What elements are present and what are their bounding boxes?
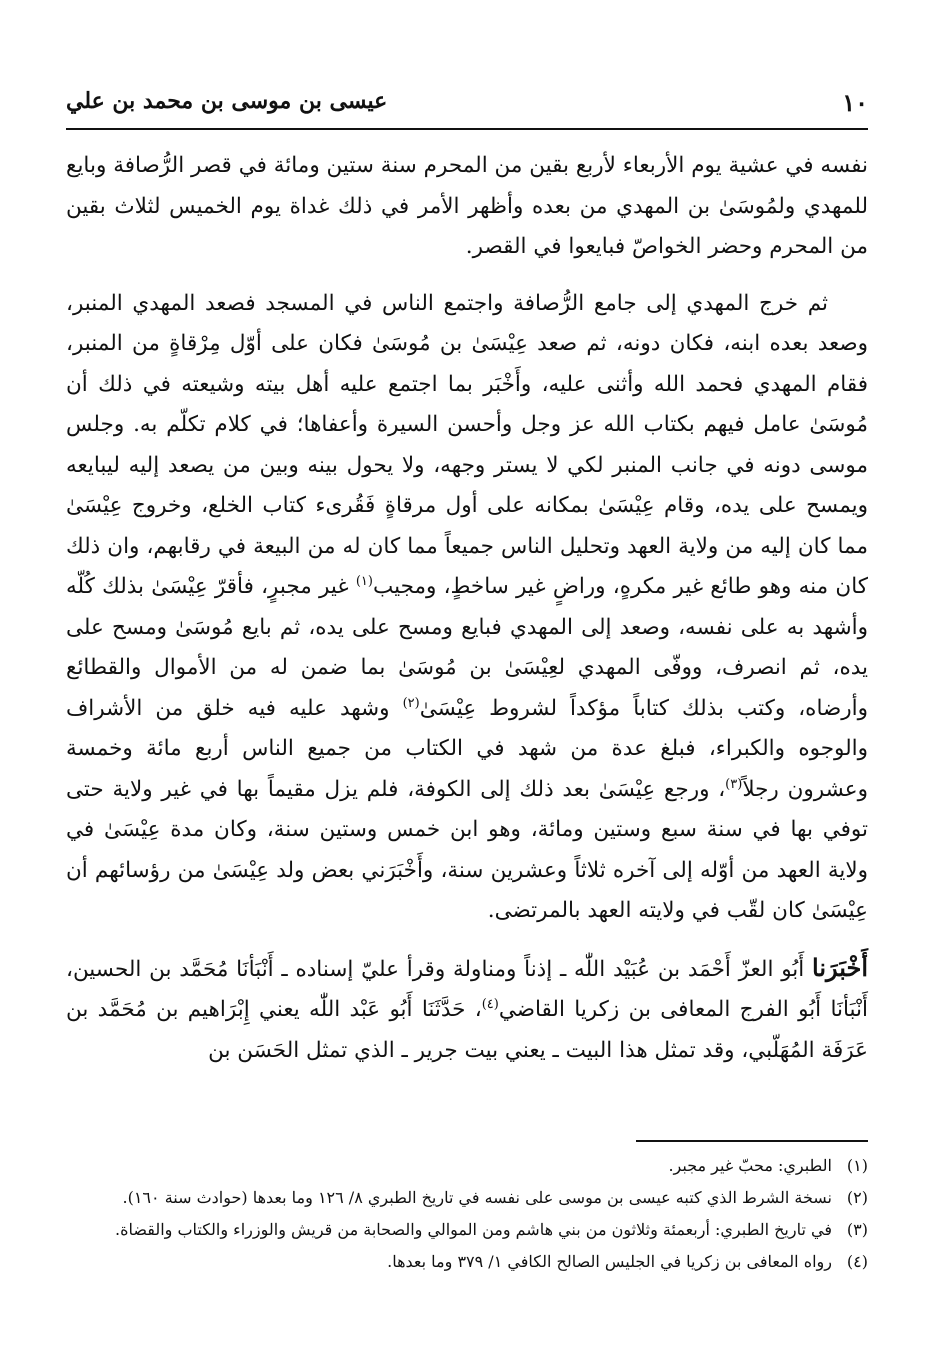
footnote-marker: (١) [846,1156,868,1175]
paragraph-3 [66,948,868,1072]
footnote-ref-1[interactable]: (١) [355,573,373,589]
paragraph-2 [66,284,868,932]
paragraph-3-part-2: ، حَدَّثَنَا أَبُو عَبْد اللّٰه يعني إِبْرَاهيم بن مُحَمَّد بن عَرَفَة المُهَلّبي، وقد تمثل هذا البيت ـ يعني بيت جرير ـ الذي تمثل الحَسَن بن [66,997,868,1063]
footnote-3 [66,1214,868,1246]
page-number: ١٠ [842,88,868,117]
footnote-marker: (٤) [846,1252,868,1271]
footnote-text: نسخة الشرط الذي كتبه عيسى بن موسى على نفسه في تاريخ الطبري ٨/ ١٢٦ وما بعدها (حوادث سنة ١٦٠). [122,1188,832,1207]
footnote-4 [66,1246,868,1278]
footnote-text: الطبري: محبّ غير مجبر. [668,1156,832,1175]
paragraph-2-part-1: ثم خرج المهدي إلى جامع الرُّصافة واجتمع الناس في المسجد فصعد المهدي المنبر، وصعد بعده ابنه، فكان دونه، ثم صعد عِيْسَىٰ بن مُوسَىٰ فكان على أوّل مِرْقاةٍ من المنبر، فقام المهدي فحمد الله وأثنى عليه، وأَخْبَر بما اجتمع عليه أهل بيته وشيعته في ذلك أن مُوسَىٰ عامل فيهم بكتاب الله عز وجل وأحسن السيرة وأعفاها؛ في كلام تكلّم به. وجلس موسى دونه في جانب المنبر لكي لا يستر وجهه، ولا يحول بينه وبين من يصعد إليه ليبايعه ويمسح على يده، وقام عِيْسَىٰ بمكانه على أول مرقاةٍ فَقُرىء كتاب الخلع، وخروج عِيْسَىٰ مما كان إليه من ولاية العهد وتحليل الناس جميعاً مما كان له من البيعة في رقابهم، وان ذلك كان منه وهو طائع غير مكرهٍ، وراضٍ غير ساخطٍ، ومجيب [66,290,868,599]
main-text [66,146,868,1071]
footnote-marker: (٢) [846,1188,868,1207]
footnote-ref-3[interactable]: (٣) [725,776,743,792]
paragraph-3-part-1: أَبُو العزّ أَحْمَد بن عُبَيْد اللّٰه ـ إذناً ومناولة وقرأ عليّ إسناده ـ أَنْبَأنَا مُحَمَّد بن الحسين، أَنْبَأنَا أَبُو الفرج المعافى بن زكريا القاضي [66,956,868,1022]
paragraph-1: نفسه في عشية يوم الأربعاء لأربع بقين من المحرم سنة ستين ومائة في قصر الرُّصافة وبايع للمهدي ولمُوسَىٰ بن المهدي من بعده وأظهر الأمر في ذلك غداة يوم الخميس لثلاث بقين من المحرم وحضر الخواصّ فبايعوا في القصر. [66,153,868,259]
running-title: عيسى بن موسى بن محمد بن علي [66,88,388,114]
footnote-2 [66,1182,868,1214]
running-header [66,84,868,120]
footnote-divider [636,1140,868,1142]
footnote-ref-2[interactable]: (٢) [402,695,420,711]
paragraph-2-part-3: وشهد عليه فيه خلق من الأشراف والوجوه والكبراء، فبلغ عدة من شهد في الكتاب من جميع الناس أربع مائة وخمسة وعشرون رجلاً [66,695,868,802]
header-divider [66,128,868,130]
footnotes [66,1150,868,1278]
footnote-ref-4[interactable]: (٤) [481,996,499,1012]
footnote-1 [66,1150,868,1182]
footnote-marker: (٣) [846,1220,868,1239]
footnote-text: رواه المعافى بن زكريا في الجليس الصالح الكافي ١/ ٣٧٩ وما بعدها. [387,1252,832,1271]
isnad-lead-word: أَخْبَرَنا [812,952,868,982]
footnote-text: في تاريخ الطبري: أربعمئة وثلاثون من بني هاشم ومن الموالي والصحابة من قريش والوزراء والكتاب والقضاة. [115,1220,832,1239]
paragraph-2-part-4: ، ورجع عِيْسَىٰ بعد ذلك إلى الكوفة، فلم يزل مقيماً بها في غير ولاية حتى توفي بها في سنة سبع وستين ومائة، وهو ابن خمس وستين سنة، وكان مدة عِيْسَىٰ في ولاية العهد من أوّله إلى آخره ثلاثاً وعشرين سنة، وأَخْبَرَني بعض ولد عِيْسَىٰ من رؤسائهم أن عِيْسَىٰ كان لقّب في ولايته العهد بالمرتضى. [66,776,868,923]
paragraph-2-part-2: غير مجبرٍ، فأقرّ عِيْسَىٰ بذلك كُلّه وأشهد به على نفسه، وصعد إلى المهدي فبايع ومسح على يده، ثم بايع مُوسَىٰ ومسح على يده، ثم انصرف، ووفّى المهدي لعِيْسَىٰ بن مُوسَىٰ بما ضمن له من الأموال والقطائع وأرضاه، وكتب بذلك كتاباً مؤكداً لشروط عِيْسَىٰ [66,574,868,721]
